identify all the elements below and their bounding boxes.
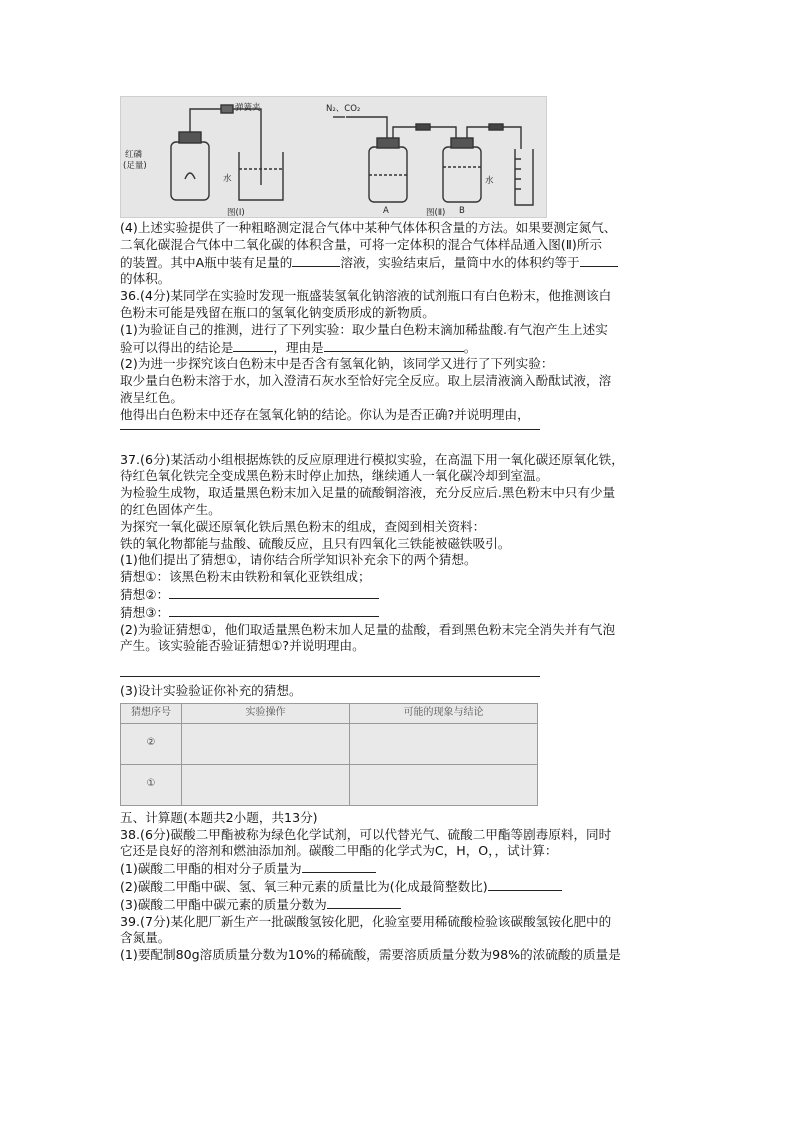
q37-line: 铁的氧化物都能与盐酸、硫酸反应，且只有四氧化三铁能被磁铁吸引。	[120, 535, 511, 551]
guess-2-label: 猜想②：	[120, 586, 170, 602]
q35-line: 的体积。	[120, 271, 171, 287]
q36-text: ，理由是	[273, 339, 324, 355]
q35-line	[120, 254, 680, 272]
guess-3-label: 猜想③：	[120, 604, 170, 620]
q39-line: 含氮量。	[120, 930, 171, 946]
q38-line	[120, 896, 680, 914]
q38-line	[120, 878, 680, 896]
table-cell[interactable]	[350, 764, 538, 805]
q36-line: 他得出白色粉末中还存在氢氧化钠的结论。你认为是否正确?并说明理由，	[120, 406, 530, 422]
q37-line: 产生。该实验能否验证猜想①?并说明理由。	[120, 638, 365, 654]
label-clip: 弹簧夹	[235, 103, 261, 113]
answer-blank[interactable]	[488, 878, 562, 891]
experiment-table	[120, 703, 538, 806]
q38-text: (2)碳酸二甲酯中碳、氢、氧三种元素的质量比为(化成最简整数比)	[120, 878, 488, 894]
q35-text: 的装置。其中A瓶中装有足量的	[120, 254, 293, 270]
answer-line[interactable]	[120, 429, 540, 430]
q37-line: (2)为验证猜想①，他们取适量黑色粉末加人足量的盐酸，看到黑色粉末完全消失并有气泡	[120, 621, 616, 637]
q39-line: 39.(7分)某化肥厂新生产一批碳酸氢铵化肥，化验室要用稀硫酸检验该碳酸氢铵化肥中的	[120, 913, 612, 929]
q35-text: 溶液，实验结束后，量筒中水的体积约等于	[340, 254, 580, 270]
answer-blank[interactable]	[233, 339, 273, 352]
section-title: 五、计算题(本题共2小题，共13分)	[120, 809, 318, 825]
table-header: 实验操作	[182, 703, 350, 723]
answer-blank[interactable]	[169, 586, 379, 599]
apparatus-diagram	[121, 97, 546, 217]
label-red-p: 红磷	[125, 150, 143, 160]
gas-inlet-tube	[346, 117, 387, 138]
label-red-p-qty: (足量)	[123, 161, 147, 171]
answer-blank[interactable]	[292, 254, 340, 267]
q36-line: 取少量白色粉末溶于水，加入澄清石灰水至恰好完全反应。取上层清液滴入酚酞试液，溶	[120, 373, 612, 389]
q37-line: 为探究一氧化碳还原氧化铁后黑色粉末的组成，查阅到相关资料：	[120, 518, 486, 534]
q36-line: 36.(4分)某同学在实验时发现一瓶盛装氢氧化钠溶液的试剂瓶口有白色粉末，他推测该白	[120, 288, 612, 304]
apparatus-figure	[120, 96, 547, 218]
table-header: 猜想序号	[121, 703, 182, 723]
label-fig-1: 图(Ⅰ)	[227, 208, 245, 217]
table-cell: ①	[121, 764, 182, 805]
table-row	[121, 723, 538, 764]
q36-text: 验可以得出的结论是	[120, 339, 234, 355]
label-bottle-a: A	[383, 206, 389, 216]
q37-line: (3)设计实验验证你补充的猜想。	[120, 683, 302, 699]
q36-line	[120, 339, 680, 357]
q37-line: 待红色氧化铁完全变成黑色粉末时停止加热，继续通人一氧化碳冷却到室温。	[120, 468, 549, 484]
table-cell: ②	[121, 723, 182, 764]
table-cell[interactable]	[182, 764, 350, 805]
table-cell[interactable]	[350, 723, 538, 764]
label-bottle-b: B	[459, 206, 465, 216]
label-gas: N₂、CO₂	[326, 104, 361, 114]
q35-line: 二氧化碳混合气体中二氧化碳的体积含量，可将一定体积的混合气体样品通入图(Ⅱ)所示	[120, 236, 602, 252]
q38-line: 38.(6分)碳酸二甲酯被称为绿色化学试剂，可以代替光气、硫酸二甲酯等剧毒原料，同时	[120, 826, 612, 842]
q37-line: (1)他们提出了猜想①，请你结合所学知识补充余下的两个猜想。	[120, 552, 477, 568]
q38-text: (1)碳酸二甲酯的相对分子质量为	[120, 861, 302, 877]
q38-text: (3)碳酸二甲酯中碳元素的质量分数为	[120, 896, 327, 912]
q37-line: 37.(6分)某活动小组根据炼铁的反应原理进行模拟实验，在高温下用一氧化碳还原氧化铁，	[120, 451, 624, 467]
table-row	[121, 764, 538, 805]
q35-line: (4)上述实验提供了一种粗略测定混合气体中某种气体体积含量的方法。如果要测定氮气、	[120, 220, 617, 235]
q38-line: 它还是良好的溶剂和燃油添加剂。碳酸二甲酯的化学式为C，H，O，，试计算：	[120, 843, 558, 859]
graduated-cylinder	[515, 149, 533, 205]
table-cell[interactable]	[182, 723, 350, 764]
answer-blank[interactable]	[580, 254, 618, 267]
q36-line: 液呈红色。	[120, 389, 183, 405]
answer-blank[interactable]	[324, 339, 464, 352]
q37-line: 为检验生成物，取适量黑色粉末加入足量的硫酸铜溶液，充分反应后.黑色粉末中只有少量	[120, 485, 616, 501]
q37-line: 猜想①：该黑色粉末由铁粉和氧化亚铁组成；	[120, 569, 371, 585]
q36-line: (1)为验证自己的推测，进行了下列实验：取少量白色粉末滴加稀盐酸.有气泡产生上述实	[120, 321, 608, 337]
q37-line	[120, 586, 680, 604]
question-text	[120, 220, 680, 964]
label-fig-2: 图(Ⅱ)	[426, 208, 446, 217]
q39-line: (1)要配制80g溶质质量分数为10%的稀硫酸，需要溶质质量分数为98%的浓硫酸的质量是	[120, 947, 621, 963]
label-water-2: 水	[485, 176, 494, 186]
table-header: 可能的现象与结论	[350, 703, 538, 723]
answer-line[interactable]	[120, 676, 540, 677]
q36-line: (2)为进一步探究该白色粉末中是否含有氢氧化钠，该同学又进行了下列实验：	[120, 356, 554, 372]
q37-line: 的红色固体产生。	[120, 501, 221, 517]
q38-line	[120, 860, 680, 878]
answer-blank[interactable]	[302, 860, 376, 873]
answer-blank[interactable]	[169, 604, 379, 617]
label-water-1: 水	[223, 174, 232, 184]
bottle-1	[171, 142, 209, 200]
spacer	[120, 655, 680, 671]
spacer	[120, 436, 680, 452]
bottle-b	[443, 147, 481, 202]
q36-text: 。	[463, 339, 477, 355]
answer-blank[interactable]	[327, 896, 401, 909]
q36-line: 色粉末可能是残留在瓶口的氢氧化钠变质形成的新物质。	[120, 304, 435, 320]
q37-line	[120, 604, 680, 622]
